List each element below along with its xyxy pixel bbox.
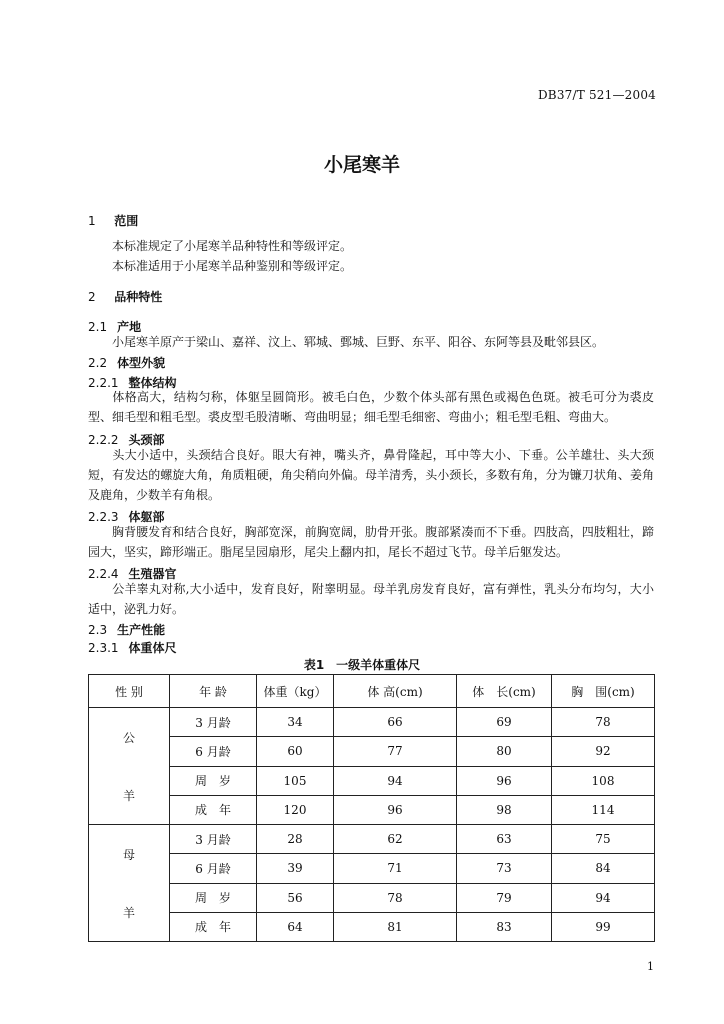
length-cell: 98	[457, 795, 552, 824]
age-cell: 周 岁	[170, 766, 257, 795]
height-cell: 62	[334, 825, 457, 854]
age-cell: 周 岁	[170, 883, 257, 912]
age-cell: 6 月龄	[170, 737, 257, 766]
age-cell: 3 月龄	[170, 825, 257, 854]
age-cell: 6 月龄	[170, 854, 257, 883]
header-chest: 胸 围(cm)	[552, 675, 655, 708]
height-cell: 66	[334, 708, 457, 737]
length-cell: 63	[457, 825, 552, 854]
chest-cell: 94	[552, 883, 655, 912]
length-cell: 79	[457, 883, 552, 912]
length-cell: 83	[457, 912, 552, 941]
male-label-1: 公	[122, 730, 135, 745]
section-title: 品种特性	[114, 290, 163, 304]
chest-cell: 78	[552, 708, 655, 737]
chest-cell: 75	[552, 825, 655, 854]
section-1-para-1: 本标准规定了小尾寒羊品种特性和等级评定。	[112, 239, 353, 253]
section-2-heading	[88, 288, 162, 305]
length-cell: 69	[457, 708, 552, 737]
section-1-para-2: 本标准适用于小尾寒羊品种鉴别和等级评定。	[112, 259, 353, 273]
section-2-2-4-heading: 2.2.4 生殖器官	[88, 567, 177, 581]
age-cell: 3 月龄	[170, 708, 257, 737]
section-2-2-3-para: 胸背腰发育和结合良好，胸部宽深，前胸宽阔，肋骨开张。腹部紧凑而不下垂。四肢高，四肢粗壮，蹄园大，坚实，蹄形端正。脂尾呈园扇形，尾尖上翻内扣，尾长不超过飞节。母羊后躯发达。	[88, 525, 654, 559]
chest-cell: 114	[552, 795, 655, 824]
header-length: 体 长(cm)	[457, 675, 552, 708]
header-sex: 性 别	[89, 675, 170, 708]
weight-cell: 34	[257, 708, 334, 737]
weight-cell: 39	[257, 854, 334, 883]
table-row	[89, 795, 655, 824]
section-1-heading	[88, 212, 138, 229]
female-label-2: 羊	[122, 905, 135, 920]
table-row	[89, 883, 655, 912]
male-label-2: 羊	[122, 788, 135, 803]
height-cell: 81	[334, 912, 457, 941]
table-row	[89, 912, 655, 941]
length-cell: 96	[457, 766, 552, 795]
table-caption: 表1 一级羊体重体尺	[303, 658, 421, 672]
female-group-cell	[89, 825, 170, 942]
age-cell: 成 年	[170, 912, 257, 941]
table-row	[89, 825, 655, 854]
height-cell: 96	[334, 795, 457, 824]
male-group-cell	[89, 708, 170, 825]
weight-cell: 120	[257, 795, 334, 824]
weight-cell: 60	[257, 737, 334, 766]
section-2-3-1-heading: 2.3.1 体重体尺	[88, 641, 177, 655]
weight-cell: 56	[257, 883, 334, 912]
weight-cell: 64	[257, 912, 334, 941]
section-2-3-heading: 2.3 生产性能	[88, 623, 166, 637]
section-number: 1	[88, 214, 96, 228]
length-cell: 80	[457, 737, 552, 766]
chest-cell: 108	[552, 766, 655, 795]
height-cell: 77	[334, 737, 457, 766]
height-cell: 78	[334, 883, 457, 912]
section-title: 范围	[114, 214, 139, 228]
chest-cell: 92	[552, 737, 655, 766]
height-cell: 71	[334, 854, 457, 883]
section-2-2-heading: 2.2 体型外貌	[88, 356, 166, 370]
header-age: 年 龄	[170, 675, 257, 708]
table-row	[89, 766, 655, 795]
section-2-2-4-para: 公羊睾丸对称,大小适中，发育良好，附睾明显。母羊乳房发育良好，富有弹性，乳头分布均匀，大小适中，泌乳力好。	[88, 582, 654, 616]
table-header-row	[89, 675, 655, 708]
section-2-2-2-para: 头大小适中，头颈结合良好。眼大有神，嘴头齐，鼻骨隆起，耳中等大小、下垂。公羊雄壮、头大颈短，有发达的螺旋大角，角质粗硬，角尖稍向外偏。母羊清秀，头小颈长，多数有角，分为镰刀状角、姜角及鹿角，少数羊有角根。	[88, 448, 654, 502]
female-label-1: 母	[122, 847, 135, 862]
document-number: DB37/T 521—2004	[537, 88, 656, 102]
section-2-1-para: 小尾寒羊原产于梁山、嘉祥、汶上、郓城、鄄城、巨野、东平、阳谷、东阿等县及毗邻县区。	[112, 335, 605, 349]
header-weight: 体重（kg）	[257, 675, 334, 708]
page-number: 1	[647, 960, 654, 973]
section-2-2-3-heading: 2.2.3 体躯部	[88, 510, 165, 524]
section-2-2-1-heading: 2.2.1 整体结构	[88, 376, 177, 390]
length-cell: 73	[457, 854, 552, 883]
body-size-table	[88, 674, 655, 942]
chest-cell: 84	[552, 854, 655, 883]
section-2-2-1-para: 体格高大，结构匀称，体躯呈圆筒形。被毛白色，少数个体头部有黑色或褐色色斑。被毛可分为裘皮型、细毛型和粗毛型。裘皮型毛股清晰、弯曲明显；细毛型毛细密、弯曲小；粗毛型毛粗、弯曲大。	[88, 390, 654, 424]
table-row	[89, 708, 655, 737]
weight-cell: 105	[257, 766, 334, 795]
weight-cell: 28	[257, 825, 334, 854]
section-number: 2	[88, 290, 96, 304]
section-2-2-2-heading: 2.2.2 头颈部	[88, 433, 165, 447]
page-title: 小尾寒羊	[323, 154, 400, 176]
table-row	[89, 854, 655, 883]
header-height: 体 高(cm)	[334, 675, 457, 708]
section-2-1-heading: 2.1 产地	[88, 320, 142, 334]
age-cell: 成 年	[170, 795, 257, 824]
table-row	[89, 737, 655, 766]
height-cell: 94	[334, 766, 457, 795]
chest-cell: 99	[552, 912, 655, 941]
